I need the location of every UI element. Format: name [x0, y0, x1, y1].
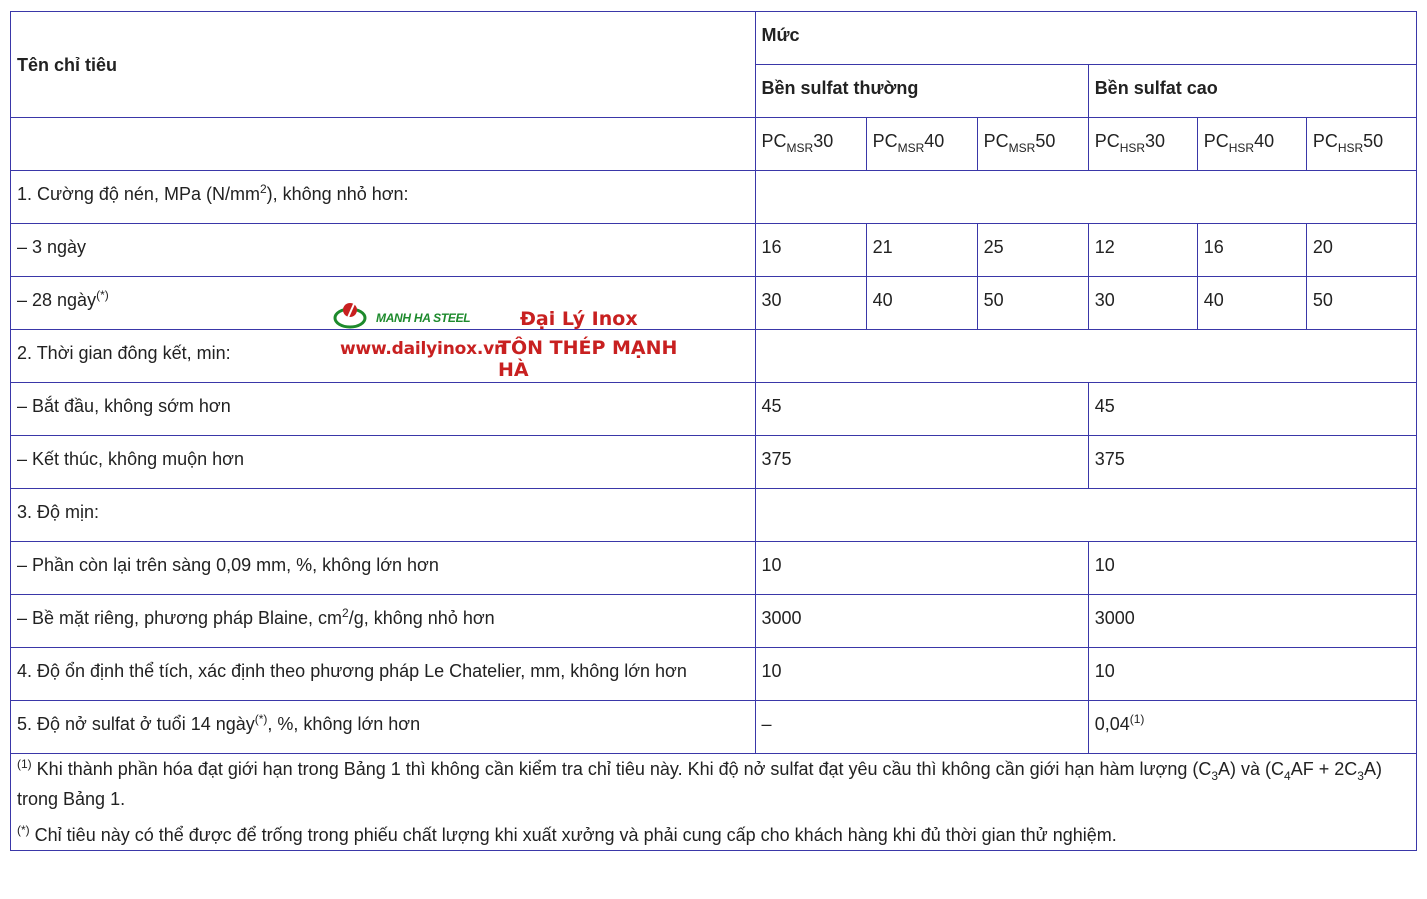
value-cell: 3000: [755, 595, 1088, 648]
value-cell: 10: [755, 648, 1088, 701]
value-cell: 45: [755, 383, 1088, 436]
row-label-3-days: – 3 ngày: [11, 224, 756, 277]
value-cell: 3000: [1088, 595, 1416, 648]
value-cell: 50: [1306, 277, 1416, 330]
value-cell: –: [755, 701, 1088, 754]
type-label: $PC_{MSR}40$: [866, 118, 977, 171]
header-group-high: Bền sulfat cao: [1088, 65, 1416, 118]
type-label: $PC_{MSR}30$: [755, 118, 866, 171]
value-cell: 10: [1088, 648, 1416, 701]
watermark-brand: MANH HA STEEL: [376, 311, 471, 325]
value-cell: 40: [1197, 277, 1306, 330]
table-notes: [11, 754, 1417, 851]
row-label-end: – Kết thúc, không muộn hơn: [11, 436, 756, 489]
watermark-name-line1: Đại Lý Inox: [520, 308, 638, 330]
value-cell: 45: [1088, 383, 1416, 436]
type-label: $PC_{HSR}50$: [1306, 118, 1416, 171]
value-cell: 375: [755, 436, 1088, 489]
value-cell: 16: [755, 224, 866, 277]
value-cell: 10: [755, 542, 1088, 595]
empty-cell: [755, 489, 1417, 542]
type-label: $PC_{HSR}40$: [1197, 118, 1306, 171]
value-cell: 16: [1197, 224, 1306, 277]
header-empty-cell: [11, 118, 756, 171]
value-cell: 50: [977, 277, 1088, 330]
row-label-start: – Bắt đầu, không sớm hơn: [11, 383, 756, 436]
row-label-surface-area: – Bề mặt riêng, phương pháp Blaine, $cm^2/g$, không nhỏ hơn: [11, 595, 756, 648]
footnote-1: $^{(1)}$ Khi thành phần hóa đạt giới hạn trong Bảng 1 thì không cần kiểm tra chỉ tiêu này. Khi độ nở sulfat đạt yêu cầu thì không cần giới hạn hàm lượng $(C_3A)$ và $(C_4AF + 2C_3A)$ trong Bảng 1.: [17, 757, 1382, 809]
value-cell: 21: [866, 224, 977, 277]
value-cell: 30: [755, 277, 866, 330]
type-label: $PC_{MSR}50$: [977, 118, 1088, 171]
row-label-setting-time: 2. Thời gian đông kết, min:: [11, 330, 756, 383]
header-indicator-name: Tên chỉ tiêu: [11, 12, 756, 118]
value-cell: 10: [1088, 542, 1416, 595]
row-label-sulfate-expansion: 5. Độ nở sulfat ở tuổi 14 ngày(*), %, không lớn hơn: [11, 701, 756, 754]
value-cell: 30: [1088, 277, 1197, 330]
value-cell: 40: [866, 277, 977, 330]
value-cell: 12: [1088, 224, 1197, 277]
empty-cell: [755, 171, 1417, 224]
type-label: $PC_{HSR}30$: [1088, 118, 1197, 171]
row-label-soundness: 4. Độ ổn định thể tích, xác định theo phương pháp Le Chatelier, mm, không lớn hơn: [11, 648, 756, 701]
watermark-url: www.dailyinox.vn: [340, 339, 506, 359]
header-level: Mức: [755, 12, 1417, 65]
empty-cell: [755, 330, 1417, 383]
value-cell: 20: [1306, 224, 1416, 277]
value-cell: 25: [977, 224, 1088, 277]
value-cell: 0,04$^{(1)}$: [1088, 701, 1416, 754]
header-group-normal: Bền sulfat thường: [755, 65, 1088, 118]
value-cell: 375: [1088, 436, 1416, 489]
row-label-28-days: – 28 ngày(*): [11, 277, 756, 330]
row-label-residue: – Phần còn lại trên sàng 0,09 mm, %, không lớn hơn: [11, 542, 756, 595]
row-label-fineness: 3. Độ mịn:: [11, 489, 756, 542]
cement-spec-table: [10, 11, 1417, 851]
footnote-asterisk: (*) Chỉ tiêu này có thể được để trống trong phiếu chất lượng khi xuất xưởng và phải cung cấp cho khách hàng khi đủ thời gian thử nghiệm.: [17, 823, 1117, 845]
watermark-name-line2: TÔN THÉP MẠNH HÀ: [498, 337, 678, 381]
row-label-compressive: 1. Cường độ nén, MPa $(N/mm^2)$, không nhỏ hơn:: [11, 171, 756, 224]
